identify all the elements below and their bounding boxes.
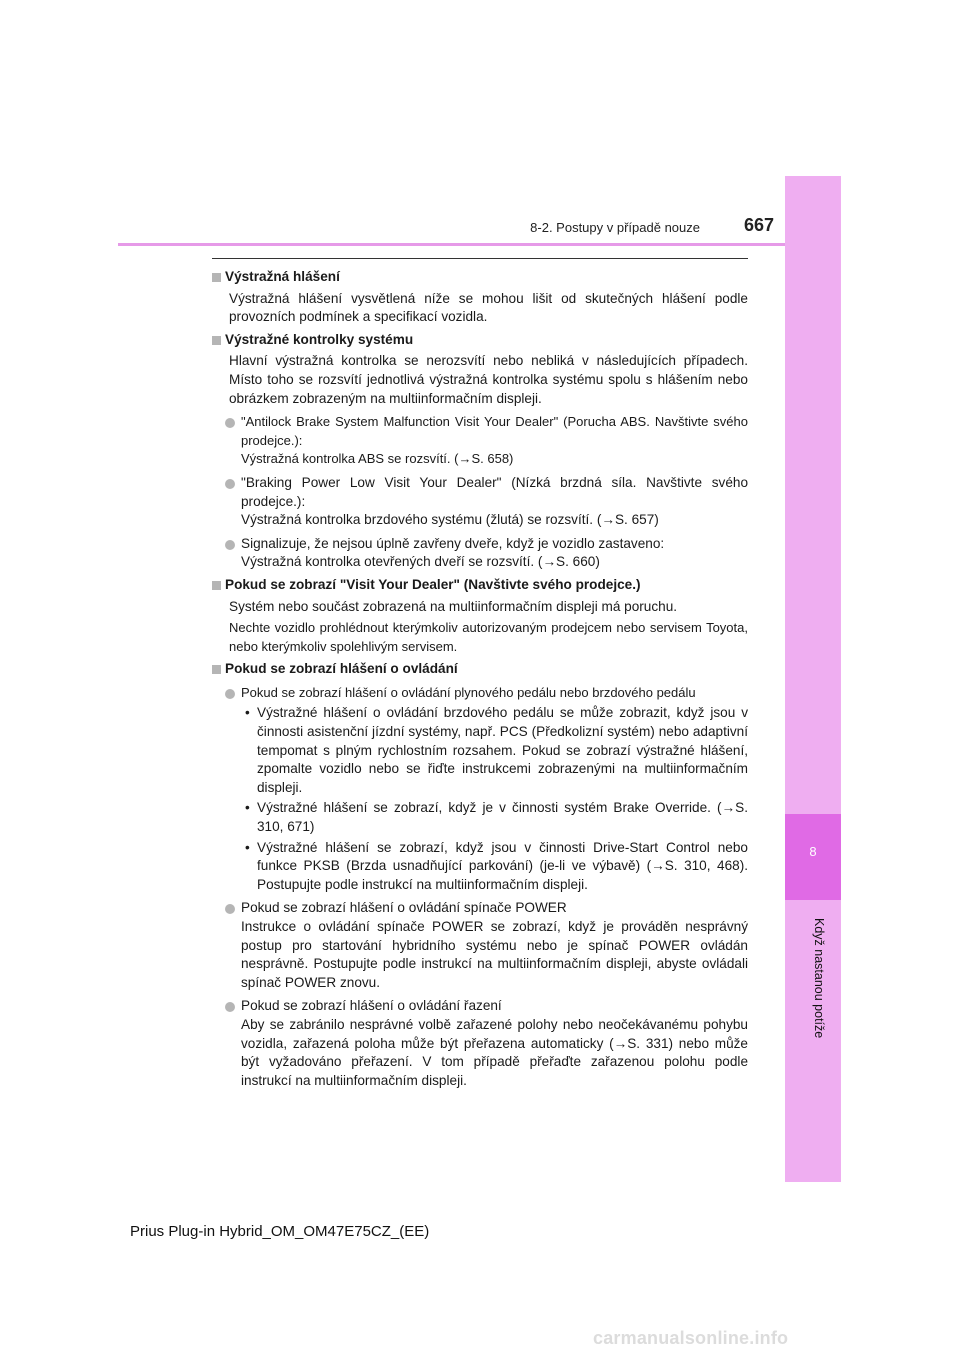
list-item: Signalizuje, že nejsou úplně zavřeny dveře, když je vozidlo zastaveno: Výstražná kontrolka otevřených dveří se rozsvítí. (→S. 660) [212, 535, 748, 572]
section-heading: Výstražné kontrolky systému [212, 331, 748, 350]
page-number: 667 [743, 215, 774, 235]
section-heading: Pokud se zobrazí "Visit Your Dealer" (Navštivte svého prodejce.) [212, 576, 748, 595]
circle-bullet-icon [225, 1002, 235, 1012]
circle-bullet-icon [225, 689, 235, 699]
square-bullet-icon [212, 581, 221, 590]
chapter-sidebar [785, 176, 841, 1182]
square-bullet-icon [212, 273, 221, 282]
sub-list-item: • Výstražné hlášení o ovládání brzdového pedálu se může zobrazit, když jsou v činnosti asistenční jízdní systémy, např. PCS (Předkolizní systém) nebo adaptivní tempomat s plným rychlostním rozsahem. Pokud se zobrazí výstražné hlášení, zpomalte vozidlo nebo se řiďte instrukcemi zobrazenými na multiinformačním displeji. [245, 705, 748, 795]
circle-bullet-icon [225, 479, 235, 489]
paragraph: Nechte vozidlo prohlédnout kterýmkoliv autorizovaným prodejcem nebo servisem Toyota, nebo kterýmkoliv spolehlivým servisem. [229, 620, 748, 654]
footer-model: Prius Plug-in Hybrid_OM_OM47E75CZ_(EE) [130, 1223, 430, 1240]
circle-bullet-icon [225, 540, 235, 550]
paragraph: Systém nebo součást zobrazená na multiinformačním displeji má poruchu. [229, 598, 678, 614]
paragraph: Výstražná hlášení vysvětlená níže se mohou lišit od skutečných hlášení podle provozních podmínek a specifikací vozidla. [229, 290, 748, 325]
section-heading: Pokud se zobrazí hlášení o ovládání [212, 660, 748, 679]
circle-bullet-icon [225, 418, 235, 428]
chapter-title: Když nastanou potíže [812, 918, 826, 1039]
list-item: "Braking Power Low Visit Your Dealer" (Nízká brzdná síla. Navštivte svého prodejce.): Výstražná kontrolka brzdového systému (žlutá) se rozsvítí. (→S. 657) [212, 474, 748, 530]
circle-bullet-icon [225, 904, 235, 914]
page-content [212, 264, 748, 1090]
square-bullet-icon [212, 665, 221, 674]
chapter-tab [785, 814, 841, 900]
sub-list-item: • Výstražné hlášení se zobrazí, když jsou v činnosti Drive-Start Control nebo funkce PKSB (Brzda usnadňující parkování) (je-li ve výbavě) (→S. 310, 468). Postupujte podle instrukcí na multiinformačním displeji. [245, 839, 748, 892]
paragraph: Hlavní výstražná kontrolka se nerozsvítí nebo nebliká v následujících případech. Místo toho se rozsvítí jednotlivá výstražná kontrolka systému spolu s hlášením nebo obrázkem zobrazeným na multiinformačním displeji. [229, 353, 748, 406]
header-rule [118, 243, 785, 246]
content-top-rule [212, 258, 748, 259]
chapter-number: 8 [809, 844, 817, 859]
list-item: Pokud se zobrazí hlášení o ovládání plynového pedálu nebo brzdového pedálu [212, 684, 748, 703]
list-item: Pokud se zobrazí hlášení o ovládání řazení Aby se zabránilo nesprávné volbě zařazené polohy nebo neočekávanému pohybu vozidla, zařazená poloha může být přeřazena automaticky (→S. 331) nebo může být vyžadováno přeřazení. V tom případě přeřaďte zařazenou polohu podle instrukcí na multiinformačním displeji. [212, 997, 748, 1090]
header-section: 8-2. Postupy v případě nouze [530, 220, 700, 235]
section-heading: Výstražná hlášení [212, 268, 748, 287]
square-bullet-icon [212, 336, 221, 345]
list-item: Pokud se zobrazí hlášení o ovládání spínače POWER Instrukce o ovládání spínače POWER se zobrazí, když je prováděn nesprávný postup pro startování hybridního systému nebo je spínač POWER ovládán nesprávně. Postupujte podle instrukcí na multiinformačním displeji, abyste ovládali spínač POWER znovu. [212, 899, 748, 992]
sub-list-item: • Výstražné hlášení se zobrazí, když je v činnosti systém Brake Override. (→S. 310, 671) [245, 800, 748, 835]
watermark: carmanualsonline.info [593, 1328, 789, 1348]
list-item: "Antilock Brake System Malfunction Visit Your Dealer" (Porucha ABS. Navštivte svého prodejce.): Výstražná kontrolka ABS se rozsvítí. (→S. 658) [212, 413, 748, 469]
